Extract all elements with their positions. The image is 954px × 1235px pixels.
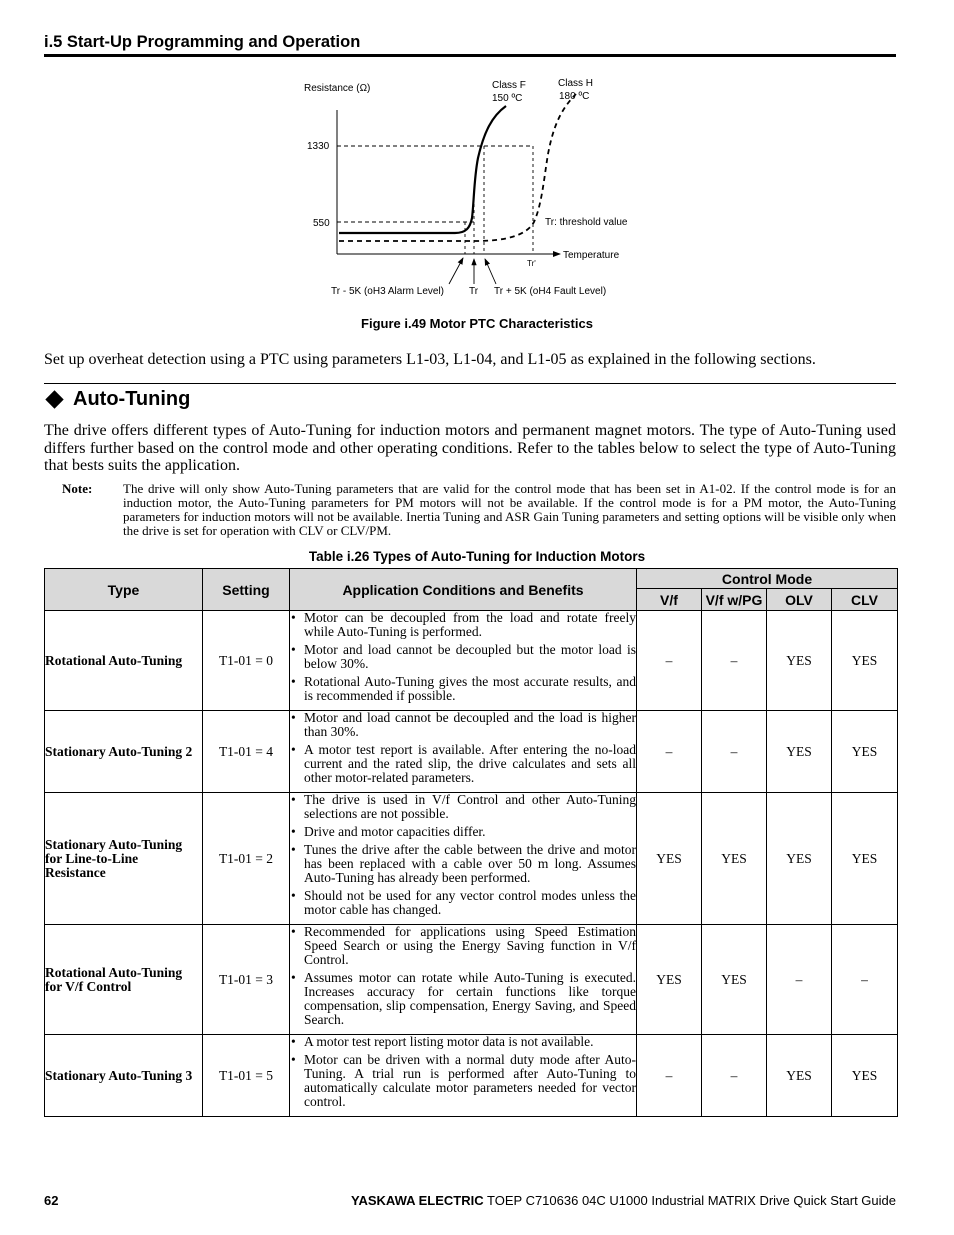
type-cell: Stationary Auto-Tuning 3	[45, 1035, 203, 1117]
class-h-curve	[339, 94, 576, 241]
olv-cell: YES	[767, 611, 832, 711]
header-vf-pg: V/f w/PG	[702, 589, 767, 611]
condition-item: • Motor and load cannot be decoupled and the load is higher than 30%.	[290, 711, 636, 739]
tr-plus-arrow	[485, 259, 496, 284]
condition-item: • Motor can be decoupled from the load and rotate freely while Auto-Tuning is performed.	[290, 611, 636, 639]
header-olv: OLV	[767, 589, 832, 611]
olv-cell: –	[767, 925, 832, 1035]
condition-item: • Motor and load cannot be decoupled but the motor load is below 30%.	[290, 643, 636, 671]
setting-cell: T1-01 = 2	[203, 793, 290, 925]
table-row	[45, 793, 898, 925]
tr-prime-label: Tr'	[527, 259, 536, 268]
y-tick-1330: 1330	[307, 141, 330, 152]
clv-cell: –	[832, 925, 898, 1035]
olv-cell: YES	[767, 711, 832, 793]
condition-item: • Recommended for applications using Speed Estimation Speed Search or using the Energy Saving function in V/f Control.	[290, 925, 636, 967]
table-row	[45, 1035, 898, 1117]
conditions-cell	[290, 925, 637, 1035]
clv-cell: YES	[832, 1035, 898, 1117]
section-header: i.5 Start-Up Programming and Operation	[44, 33, 361, 51]
auto-tuning-table	[44, 568, 898, 1117]
ptc-figure	[0, 70, 954, 310]
condition-item: • Drive and motor capacities differ.	[290, 825, 636, 839]
footer-title: TOEP C710636 04C U1000 Industrial MATRIX Drive Quick Start Guide	[487, 1193, 896, 1208]
tr-minus-label: Tr - 5K (oH3 Alarm Level)	[331, 286, 444, 297]
type-cell: Rotational Auto-Tuning for V/f Control	[45, 925, 203, 1035]
header-conditions: Application Conditions and Benefits	[290, 569, 637, 611]
table-row	[45, 925, 898, 1035]
conditions-cell	[290, 1035, 637, 1117]
table-caption: Table i.26 Types of Auto-Tuning for Induction Motors	[308, 549, 646, 564]
subsection-rule	[44, 383, 896, 384]
vf-cell: –	[637, 711, 702, 793]
condition-item: • A motor test report listing motor data is not available.	[290, 1035, 636, 1049]
header-control-mode: Control Mode	[637, 569, 898, 589]
header-clv: CLV	[832, 589, 898, 611]
setting-cell: T1-01 = 3	[203, 925, 290, 1035]
conditions-cell	[290, 611, 637, 711]
x-axis-label: Temperature	[563, 250, 620, 261]
conditions-cell	[290, 711, 637, 793]
header-setting: Setting	[203, 569, 290, 611]
ptc-characteristics-diagram	[0, 70, 954, 310]
olv-cell: YES	[767, 793, 832, 925]
setting-cell: T1-01 = 4	[203, 711, 290, 793]
class-f-label: Class F	[492, 80, 526, 91]
header-vf: V/f	[637, 589, 702, 611]
header-rule	[44, 54, 896, 57]
condition-item: • Assumes motor can rotate while Auto-Tuning is executed. Increases accuracy for certain functions like torque compensation, slip compensation, Energy Saving, and Speed Search.	[290, 971, 636, 1027]
tr-minus-arrow	[449, 258, 463, 284]
type-cell: Rotational Auto-Tuning	[45, 611, 203, 711]
clv-cell: YES	[832, 711, 898, 793]
type-cell: Stationary Auto-Tuning for Line-to-Line Resistance	[45, 793, 203, 925]
vf-cell: YES	[637, 793, 702, 925]
intro-paragraph: Set up overheat detection using a PTC using parameters L1-03, L1-04, and L1-05 as explained in the following sections.	[44, 351, 816, 368]
type-cell: Stationary Auto-Tuning 2	[45, 711, 203, 793]
condition-item: • The drive is used in V/f Control and other Auto-Tuning selections are not possible.	[290, 793, 636, 821]
setting-cell: T1-01 = 5	[203, 1035, 290, 1117]
note-text: The drive will only show Auto-Tuning parameters that are valid for the control mode that has been set in A1-02. If the control mode is for an induction motor, the Auto-Tuning parameters for PM motors will not be available. If the control mode is for a PM motor, the Auto-Tuning parameters for induction motors will not be available. Inertia Tuning and ASR Gain Tuning parameters and setting options will be visible only when the drive is set for operation with CLV or CLV/PM.	[123, 481, 896, 538]
table-row	[45, 611, 898, 711]
tr-label: Tr	[469, 286, 479, 297]
condition-item: • Should not be used for any vector control modes unless the motor cable has changed.	[290, 889, 636, 917]
y-tick-550: 550	[313, 218, 330, 229]
conditions-cell	[290, 793, 637, 925]
vf-pg-cell: YES	[702, 925, 767, 1035]
class-f-curve	[339, 106, 506, 233]
subsection-heading	[44, 388, 190, 411]
vf-cell: –	[637, 611, 702, 711]
threshold-label: Tr: threshold value	[545, 217, 628, 228]
table-row	[45, 711, 898, 793]
figure-caption: Figure i.49 Motor PTC Characteristics	[361, 316, 593, 331]
condition-item: • Motor can be driven with a normal duty mode after Auto-Tuning. A trial run is performed after Auto-Tuning to automatically calculate motor parameters needed for vector control.	[290, 1053, 636, 1109]
vf-cell: –	[637, 1035, 702, 1117]
clv-cell: YES	[832, 611, 898, 711]
vf-pg-cell: –	[702, 1035, 767, 1117]
condition-item: • Rotational Auto-Tuning gives the most accurate results, and is recommended if possible.	[290, 675, 636, 703]
y-axis-label: Resistance (Ω)	[304, 83, 371, 94]
note-label: Note:	[62, 481, 93, 496]
page-number: 62	[44, 1193, 59, 1208]
tr-plus-label: Tr + 5K (oH4 Fault Level)	[494, 286, 607, 297]
footer-guide	[351, 1193, 896, 1208]
subsection-title: Auto-Tuning	[73, 388, 191, 410]
body-paragraph: The drive offers different types of Auto-Tuning for induction motors and permanent magnet motors. The type of Auto-Tuning used differs further based on the control mode and other operating conditions. Refer to the tables below to select the type of Auto-Tuning that bests suits the application.	[44, 422, 896, 474]
clv-cell: YES	[832, 793, 898, 925]
class-h-label: Class H	[558, 78, 594, 89]
class-f-temp: 150 ºC	[492, 93, 523, 104]
vf-pg-cell: –	[702, 711, 767, 793]
vf-pg-cell: –	[702, 611, 767, 711]
class-h-temp: 180 ºC	[559, 91, 590, 102]
vf-cell: YES	[637, 925, 702, 1035]
vf-pg-cell: YES	[702, 793, 767, 925]
footer-brand: YASKAWA ELECTRIC	[350, 1193, 484, 1208]
olv-cell: YES	[767, 1035, 832, 1117]
diamond-icon	[45, 390, 63, 408]
condition-item: • Tunes the drive after the cable between the drive and motor has been replaced with a cable over 50 m long. Assumes Auto-Tuning has already been performed.	[290, 843, 636, 885]
setting-cell: T1-01 = 0	[203, 611, 290, 711]
header-type: Type	[45, 569, 203, 611]
condition-item: • A motor test report is available. After entering the no-load current and the rated slip, the drive calculates and sets all other motor-related parameters.	[290, 743, 636, 785]
